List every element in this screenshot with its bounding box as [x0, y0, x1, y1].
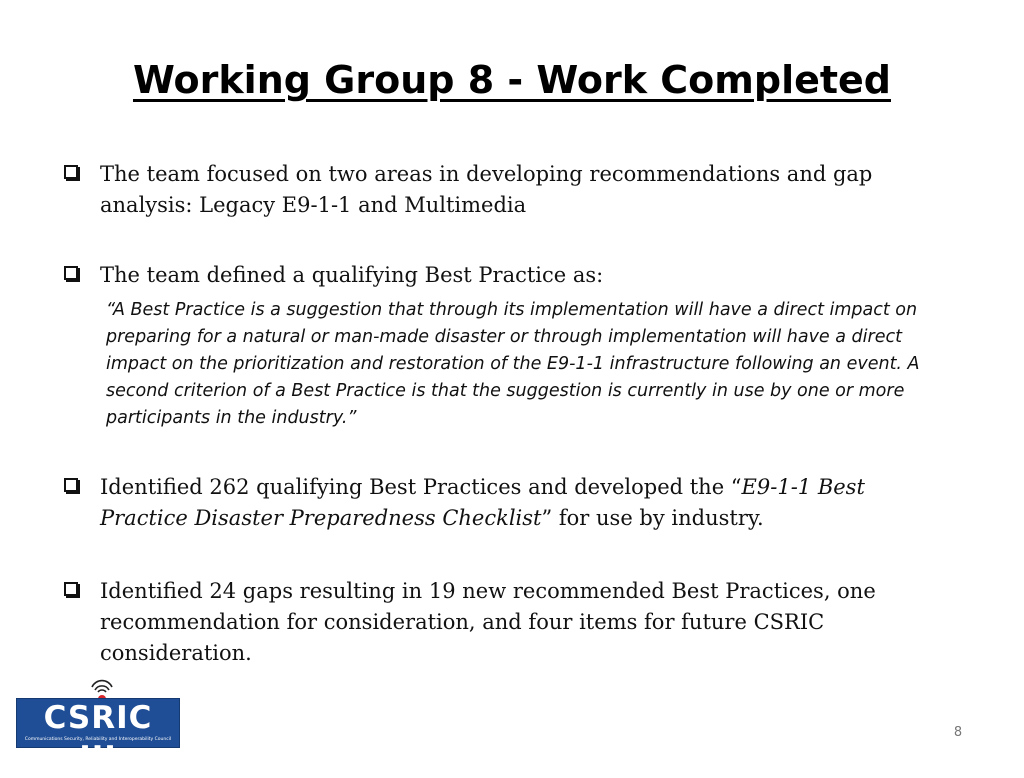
- slide-title-text: Working Group 8 - Work Completed: [132, 58, 891, 102]
- bullet-item: [100, 472, 930, 534]
- bullet-text-after: ” for use by industry.: [541, 506, 764, 530]
- bullet-text: The team focused on two areas in developing recommendations and gap analysis: Legacy E9-1-1 and Multimedia: [100, 162, 873, 217]
- page-number: 8: [953, 725, 963, 740]
- logo-name: CSRIC III: [43, 700, 153, 776]
- checkbox-square-bullet-icon: [64, 478, 78, 492]
- bullet-text: The team defined a qualifying Best Practice as:: [100, 263, 604, 287]
- checkbox-square-bullet-icon: [64, 266, 78, 280]
- bullet-text-before: Identified 262 qualifying Best Practices and developed the “: [100, 475, 742, 499]
- csric-logo: [16, 678, 180, 776]
- checkbox-square-bullet-icon: [64, 582, 78, 596]
- bullet-item: [100, 576, 930, 669]
- bullet-item: [100, 260, 930, 291]
- logo-tagline: Communications Security, Reliability and Interoperability Council: [24, 737, 172, 742]
- best-practice-definition-quote: “A Best Practice is a suggestion that through its implementation will have a direct impact on preparing for a natural or man-made disaster or through implementation will have a direct impact on the prioritization and restoration of the E9-1-1 infrastructure following an event. A second criterion of a Best Practice is that the suggestion is currently in use by one or more participants in the industry.”: [106, 300, 920, 428]
- bullet-text: Identified 24 gaps resulting in 19 new recommended Best Practices, one recommendation for consideration, and four items for future CSRIC consideration.: [100, 579, 876, 665]
- checkbox-square-bullet-icon: [64, 165, 78, 179]
- slide-title: [0, 52, 1024, 108]
- bullet-item: [100, 159, 930, 221]
- checklist-title: E9-1-1 Best Practice Disaster Preparedness Checklist: [100, 475, 865, 530]
